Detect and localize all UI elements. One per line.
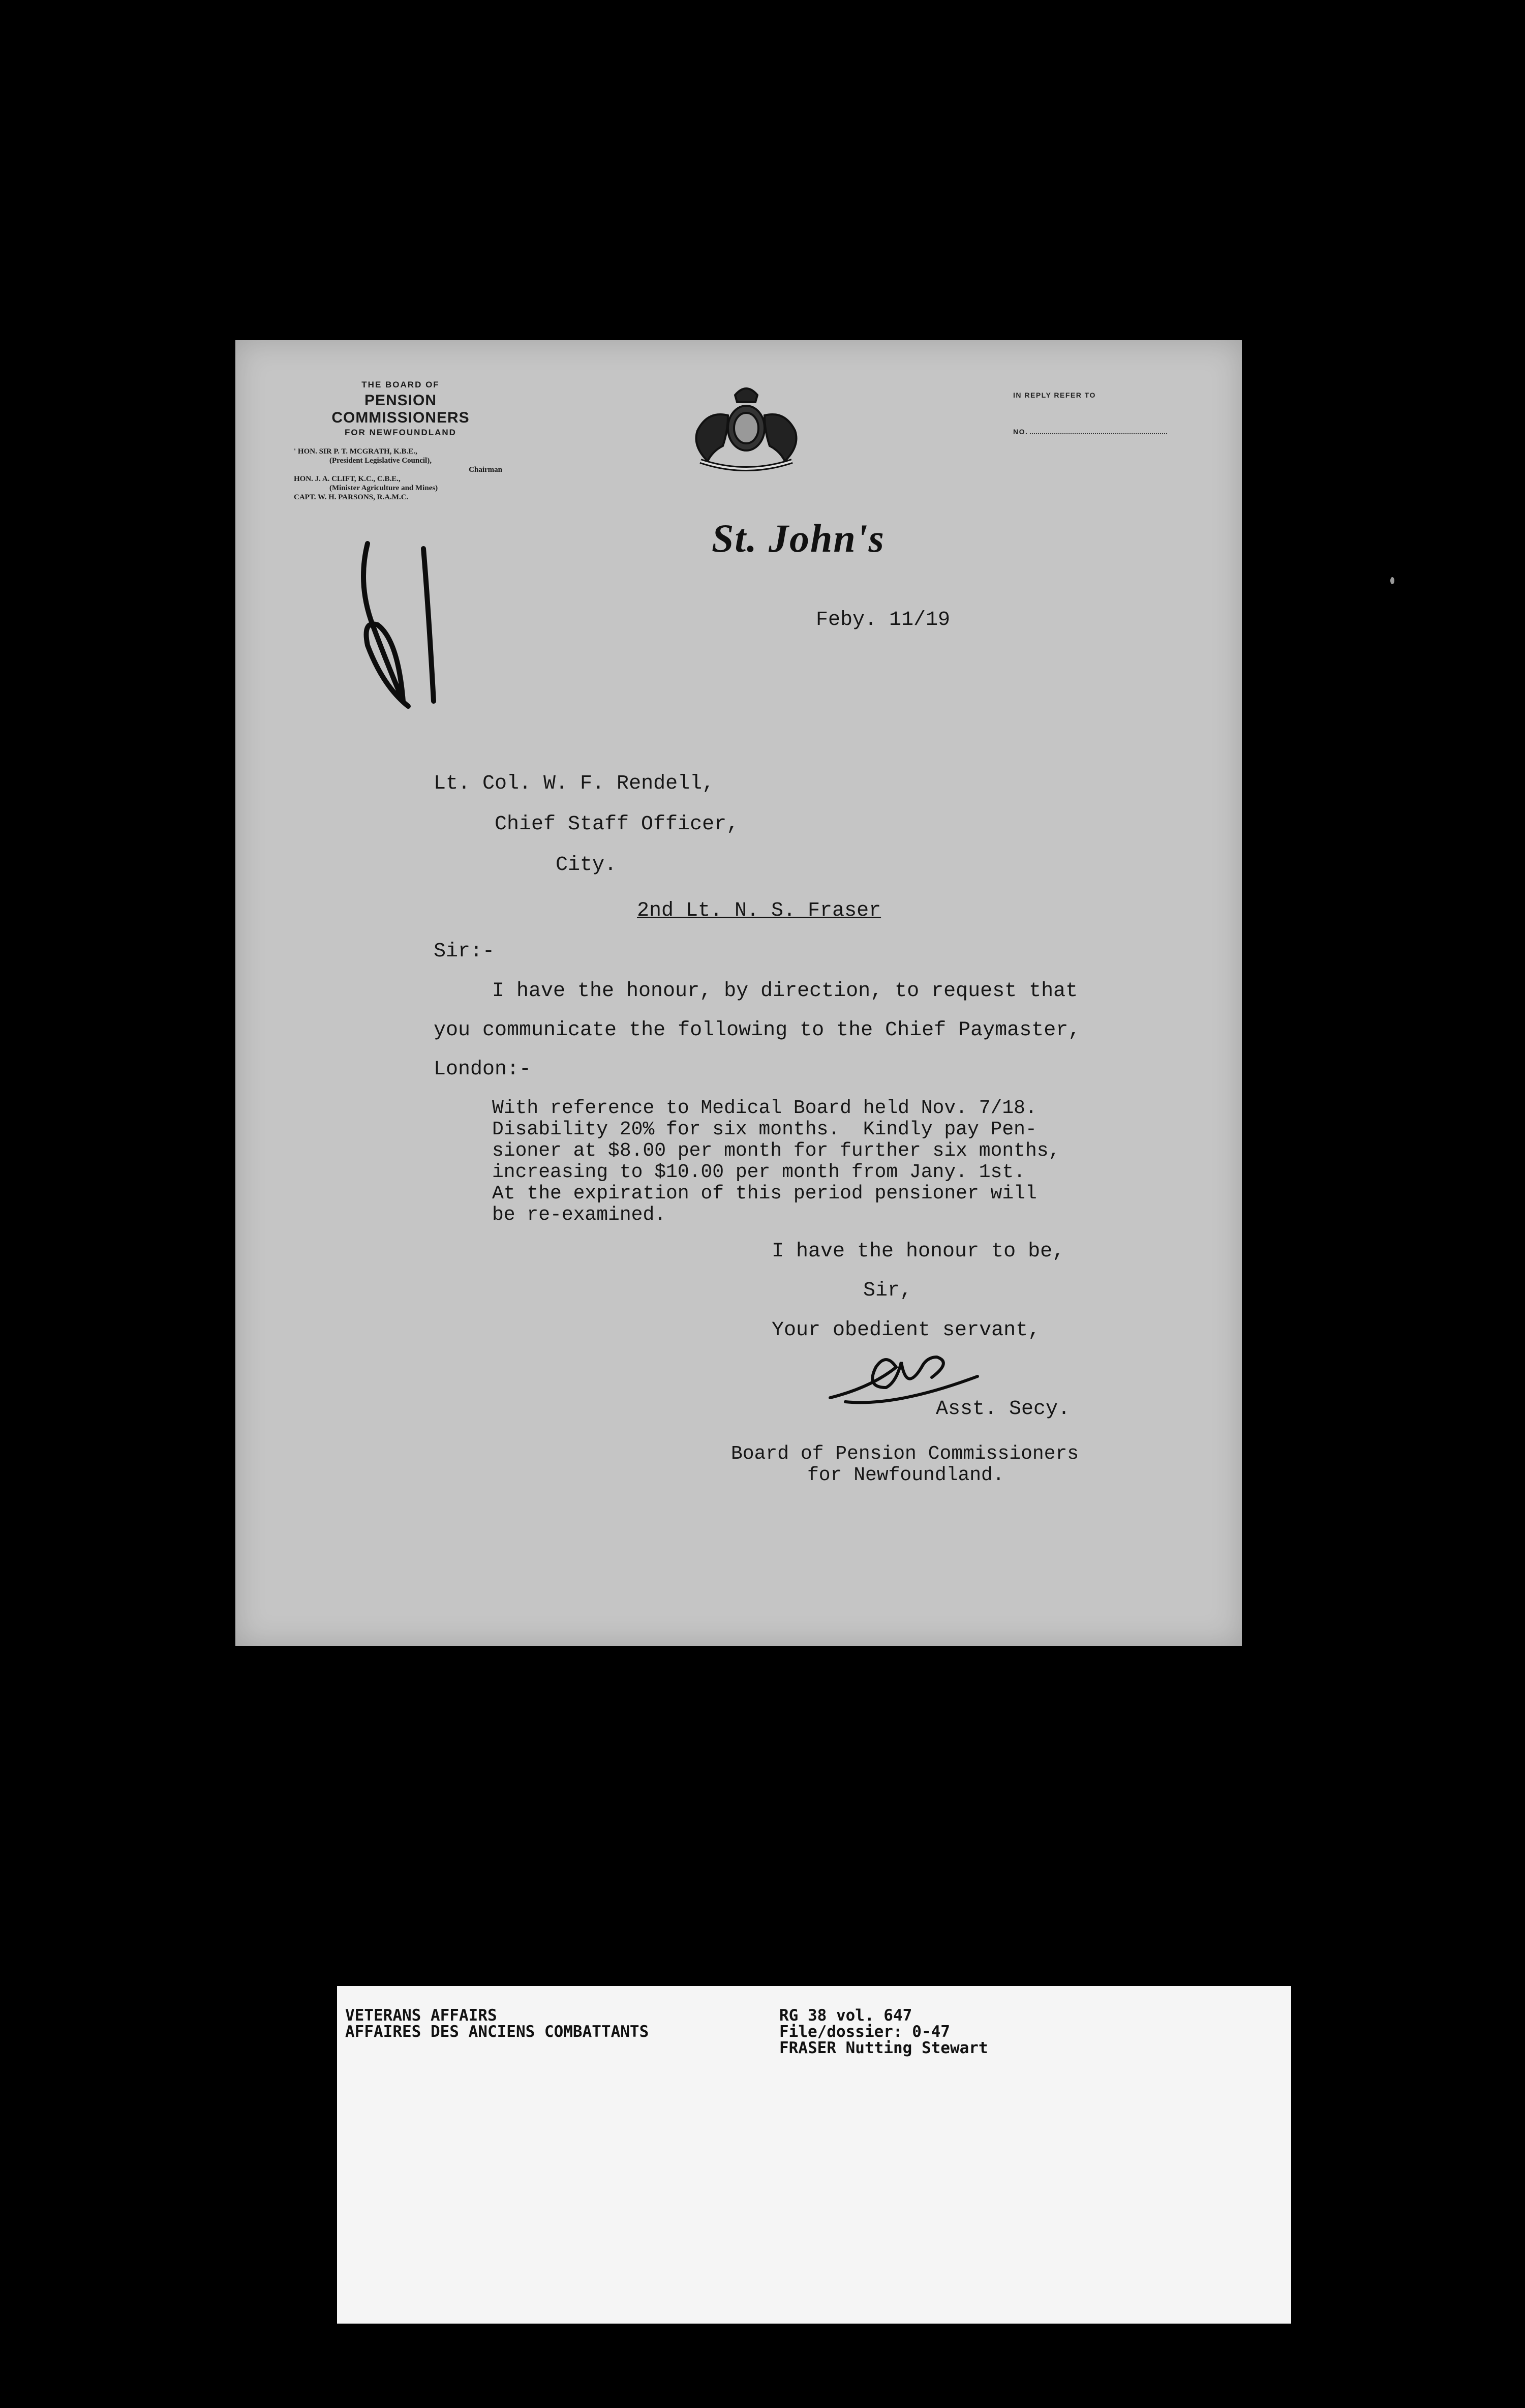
letter-page bbox=[235, 340, 1242, 1646]
card-right-line2: File/dossier: 0-47 bbox=[779, 2023, 950, 2041]
reply-no-label: NO. bbox=[1013, 428, 1028, 436]
archive-reference-card bbox=[337, 1986, 1291, 2324]
signature-title: Asst. Secy. bbox=[936, 1398, 1071, 1421]
member-line: (President Legislative Council), bbox=[329, 457, 432, 465]
letterhead-members bbox=[294, 447, 507, 502]
letterhead-line1: THE BOARD OF bbox=[361, 380, 440, 389]
member-line: (Minister Agriculture and Mines) bbox=[329, 484, 438, 492]
reply-reference bbox=[1013, 391, 1186, 436]
addressee-name: Lt. Col. W. F. Rendell, bbox=[434, 772, 715, 795]
card-left-line1: VETERANS AFFAIRS bbox=[345, 2006, 497, 2025]
place-name: St. John's bbox=[712, 516, 885, 560]
subject-line: 2nd Lt. N. S. Fraser bbox=[637, 899, 881, 922]
body-line: you communicate the following to the Chief Paymaster, bbox=[434, 1019, 1081, 1042]
reply-label: IN REPLY REFER TO bbox=[1013, 391, 1096, 399]
salutation: Sir:- bbox=[434, 940, 495, 963]
quote-line: sioner at $8.00 per month for further six months, bbox=[492, 1140, 1060, 1162]
member-line: HON. J. A. CLIFT, K.C., C.B.E., bbox=[294, 475, 401, 483]
reply-number bbox=[1013, 428, 1186, 436]
royal-crest-icon bbox=[680, 380, 812, 476]
member-line: Chairman bbox=[469, 466, 502, 474]
dust-speck bbox=[1390, 577, 1394, 584]
quote-line: Disability 20% for six months. Kindly pay Pen- bbox=[492, 1119, 1037, 1140]
card-right-line1: RG 38 vol. 647 bbox=[779, 2006, 912, 2025]
letterhead bbox=[294, 380, 507, 502]
member-line: ' HON. SIR P. T. MCGRATH, K.B.E., bbox=[294, 447, 417, 456]
quote-line: With reference to Medical Board held Nov. 7/18. bbox=[492, 1097, 1037, 1119]
quote-line: At the expiration of this period pensioner will bbox=[492, 1183, 1037, 1205]
letterhead-line3: FOR NEWFOUNDLAND bbox=[345, 428, 456, 437]
letter-date: Feby. 11/19 bbox=[816, 609, 951, 631]
body-line: London:- bbox=[434, 1058, 532, 1081]
member-line: CAPT. W. H. PARSONS, R.A.M.C. bbox=[294, 493, 409, 501]
quote-line: be re-examined. bbox=[492, 1204, 666, 1226]
addressee-title: Chief Staff Officer, bbox=[495, 813, 739, 836]
handwritten-mark bbox=[352, 538, 464, 711]
closing-line: Your obedient servant, bbox=[772, 1319, 1041, 1342]
letterhead-line2: PENSION COMMISSIONERS bbox=[331, 392, 470, 426]
reply-no-blank bbox=[1030, 433, 1167, 434]
organization-line: for Newfoundland. bbox=[807, 1464, 1004, 1486]
closing-line: I have the honour to be, bbox=[772, 1240, 1065, 1263]
body-line: I have the honour, by direction, to request that bbox=[492, 980, 1078, 1003]
quote-line: increasing to $10.00 per month from Jany. 1st. bbox=[492, 1161, 1025, 1183]
card-left-line2: AFFAIRES DES ANCIENS COMBATTANTS bbox=[345, 2023, 649, 2041]
organization-line: Board of Pension Commissioners bbox=[731, 1443, 1079, 1465]
card-right-line3: FRASER Nutting Stewart bbox=[779, 2039, 988, 2057]
addressee-city: City. bbox=[556, 854, 617, 877]
closing-line: Sir, bbox=[863, 1279, 912, 1302]
